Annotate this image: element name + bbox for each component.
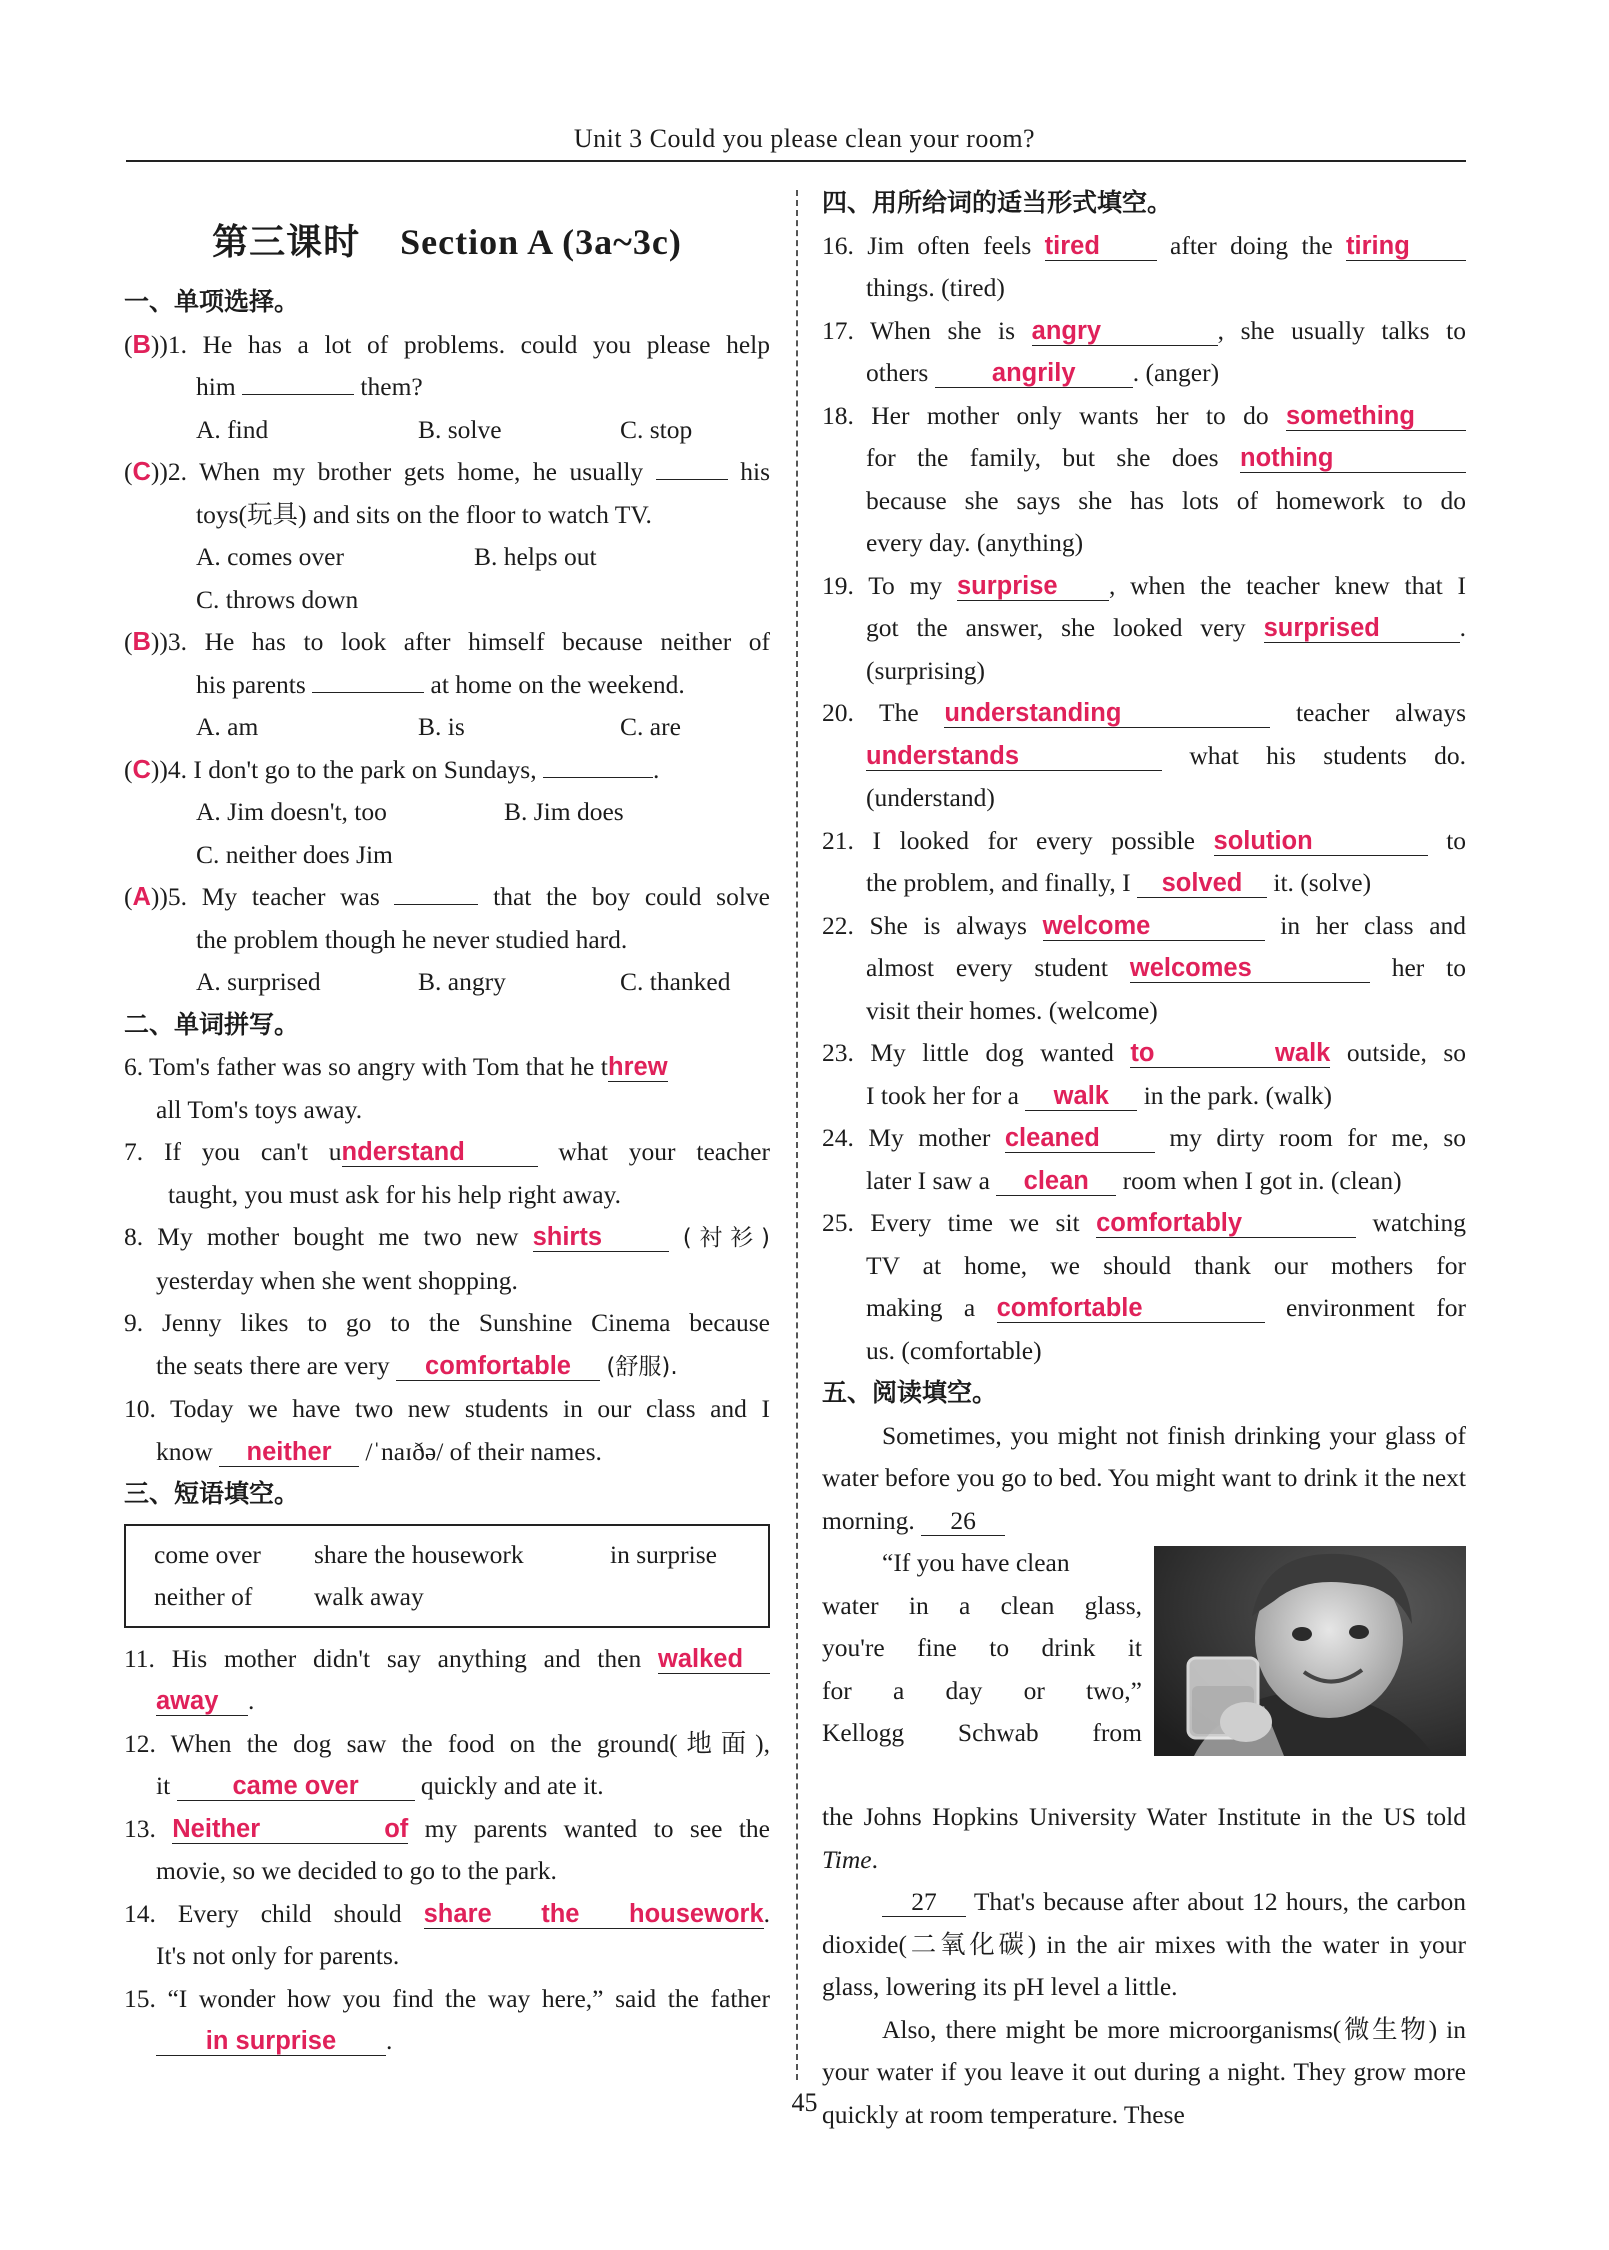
option-b[interactable]: B. angry [418, 967, 506, 996]
question-text: Jim often feels [867, 230, 1032, 260]
question-number: 9. [124, 1308, 144, 1337]
mc-question-1: (B))1. He has a lot of problems. could you please help [124, 329, 770, 359]
mc-options-4b [124, 834, 770, 877]
question-text: When my brother gets home, he usually [199, 457, 644, 486]
question-hint: (衬衫) [682, 1225, 771, 1251]
question-text: Today we have two new students in our class and I [170, 1394, 770, 1423]
option-a[interactable]: A. Jim doesn't, too [196, 797, 387, 826]
reading-paragraph-1 [822, 1415, 1466, 1543]
question-text: /ˈnaɪðə/ of their names. [365, 1436, 602, 1466]
phrase-item: neither of [154, 1581, 253, 1611]
form-question-17-line2 [822, 352, 1466, 395]
question-text: . [1459, 613, 1466, 642]
question-text: her to [1391, 953, 1466, 982]
form-question-25 [822, 1202, 1466, 1245]
question-number: 16. [822, 230, 854, 260]
mc-options-2b [124, 579, 770, 622]
option-b[interactable]: B. solve [418, 414, 502, 444]
phrase-item: in surprise [610, 1539, 717, 1569]
paragraph-text: That's because after about 12 hours, the carbon dioxide(二氧化碳) in the air mixes with the water in your glass, lowering its pH level a little. [822, 1887, 1467, 2001]
answer-blank[interactable]: understanding [944, 699, 1270, 728]
lesson-title-en: Section A (3a~3c) [400, 222, 682, 262]
answer-blank[interactable]: understands [866, 742, 1162, 771]
answer-blank[interactable] [394, 904, 478, 905]
option-a[interactable]: A. surprised [196, 967, 321, 996]
phrase-question-12-line2 [124, 1765, 770, 1808]
answer-blank[interactable]: solved [1137, 869, 1267, 898]
question-text: . [763, 1898, 770, 1928]
question-text: him [196, 372, 236, 401]
answer-blank[interactable]: solution [1214, 827, 1428, 856]
answer-blank[interactable]: angrily [935, 359, 1133, 388]
form-question-25-line4: us. (comfortable) [866, 1335, 1042, 1365]
phrase-question-11-line2 [124, 1680, 770, 1723]
page-number: 45 [791, 2088, 818, 2117]
answer-blank[interactable] [656, 479, 728, 480]
answer-blank[interactable]: comfortable [997, 1294, 1265, 1323]
form-question-20 [822, 692, 1466, 735]
mc-options-4 [124, 791, 770, 834]
reading-paragraph-2-rest [822, 1796, 1466, 1881]
spelling-question-10 [124, 1388, 770, 1431]
question-text: My little dog wanted [870, 1038, 1114, 1067]
mc-options-3 [124, 706, 770, 749]
answer-blank[interactable]: surprise [957, 572, 1109, 601]
answer-letter: B [132, 628, 151, 656]
question-text: my parents wanted to see the [424, 1813, 771, 1843]
phrase-question-14 [124, 1893, 770, 1936]
question-text: quickly and ate it. [420, 1771, 604, 1800]
answer-letter: C [132, 458, 151, 486]
reading-paragraph-4: Also, there might be more microorganisms(微生物) in your water if you leave it out during a night. They grow more quickly at room temperature. These [822, 2014, 1466, 2129]
question-text: Tom's father was so angry with Tom that he t [149, 1052, 608, 1081]
question-number: )3. [159, 627, 188, 656]
form-question-19-line3: (surprising) [866, 655, 985, 685]
question-text: To my [868, 570, 943, 600]
section-heading-4: 四、用所给词的适当形式填空。 [822, 188, 1173, 217]
question-text: what your teacher [558, 1137, 770, 1166]
phrase-item: walk away [314, 1581, 424, 1611]
reading-para2-line1: “If you have clean [882, 1548, 1070, 1577]
reading-paragraph-3 [822, 1881, 1466, 2009]
question-number: 6. [124, 1052, 144, 1081]
phrase-box [124, 1524, 770, 1628]
question-number: )1. [159, 329, 188, 359]
question-text: If you can't u [163, 1137, 342, 1166]
question-text: others [866, 358, 929, 387]
answer-blank[interactable]: welcome [1043, 912, 1265, 941]
question-text: My mother bought me two new [157, 1222, 519, 1251]
spelling-question-7-line2: taught, you must ask for his help right away. [168, 1179, 622, 1209]
question-text: “I wonder how you find the way here,” said the father [167, 1983, 770, 2013]
reading-blank-26[interactable]: 26 [921, 1507, 1005, 1536]
option-a[interactable]: A. comes over [196, 542, 344, 571]
question-text: I don't go to the park on Sundays, [193, 754, 537, 784]
question-text: My teacher was [201, 882, 380, 911]
question-number: 8. [124, 1222, 144, 1251]
answer-blank[interactable]: hrew [608, 1053, 668, 1081]
option-c[interactable]: C. throws down [196, 584, 359, 614]
question-number: 13. [124, 1813, 156, 1843]
magazine-name: Time [822, 1844, 872, 1874]
question-text: in the park. (walk) [1143, 1080, 1333, 1110]
form-question-25-line3 [822, 1287, 1466, 1330]
form-question-22 [822, 905, 1466, 948]
question-text: watching [1372, 1208, 1467, 1237]
question-text: . [652, 754, 660, 784]
mc-options-1 [124, 409, 770, 452]
phrase-box-row-2 [154, 1576, 740, 1618]
answer-letter: B [132, 330, 151, 359]
option-c[interactable]: C. thanked [620, 967, 731, 996]
answer-blank[interactable]: Neither of [172, 1814, 409, 1843]
question-number: 17. [822, 315, 854, 345]
option-b[interactable]: B. is [418, 712, 465, 741]
mc-question-2-line2: toys(玩具) and sits on the floor to watch TV. [196, 499, 652, 529]
question-text: that the boy could solve [493, 882, 771, 911]
answer-blank[interactable]: neither [219, 1438, 359, 1467]
question-text: my dirty room for me, so [1169, 1123, 1467, 1152]
phrase-question-15-line2 [124, 2020, 770, 2063]
phrase-question-11 [124, 1638, 770, 1681]
form-question-18-line2 [822, 437, 1466, 480]
question-text: When the dog saw the food on the ground(地面), [170, 1728, 771, 1758]
question-number: 7. [124, 1137, 144, 1166]
spelling-question-8-line2: yesterday when she went shopping. [156, 1265, 518, 1295]
reading-para2-line3: you're fine to drink it [822, 1633, 1142, 1662]
answer-blank[interactable]: came over [177, 1772, 415, 1801]
paragraph-text: Sometimes, you might not finish drinking your glass of water before you go to bed. You might want to drink it the next morning. [822, 1420, 1466, 1535]
question-text: at home on the weekend. [430, 669, 685, 699]
question-text: his parents [196, 669, 306, 699]
question-number: )2. [159, 457, 188, 486]
reading-para2-line4: for a day or two,” [822, 1675, 1142, 1705]
running-head: Unit 3 Could you please clean your room? [573, 124, 1036, 153]
option-a[interactable]: A. find [196, 414, 269, 444]
question-number: 15. [124, 1983, 156, 2013]
answer-blank[interactable]: comfortably [1096, 1209, 1356, 1238]
question-text: Every time we sit [870, 1208, 1080, 1237]
phrase-item: share the housework [314, 1539, 524, 1569]
question-text: . (anger) [1132, 358, 1220, 387]
question-text: , when the teacher knew that I [1108, 570, 1466, 600]
question-number: 20. [822, 698, 854, 727]
answer-blank[interactable] [543, 777, 653, 778]
answer-blank[interactable]: clean [996, 1167, 1116, 1196]
question-text: outside, so [1346, 1038, 1467, 1067]
column-divider [796, 190, 798, 2080]
question-text: the seats there are very [156, 1350, 390, 1380]
question-number: 10. [124, 1394, 156, 1423]
question-text: got the answer, she looked very [866, 613, 1246, 642]
lesson-title [124, 214, 770, 265]
question-text: . [248, 1686, 255, 1715]
question-number: 23. [822, 1038, 854, 1067]
section-heading-1: 一、单项选择。 [124, 287, 300, 316]
answer-blank[interactable]: cleaned [1005, 1124, 1155, 1153]
left-column [124, 176, 770, 2063]
question-text: his [740, 457, 771, 486]
question-text: environment for [1285, 1293, 1466, 1322]
child-photo-illustration [1154, 1546, 1466, 1756]
form-question-24-line2 [822, 1160, 1466, 1203]
option-b[interactable]: B. helps out [474, 542, 597, 571]
mc-question-2: (C))2. When my brother gets home, he usually his [124, 457, 771, 486]
question-text: in her class and [1280, 910, 1467, 940]
spelling-question-8 [124, 1216, 770, 1260]
mc-options-5 [124, 961, 770, 1004]
answer-blank[interactable]: away [156, 1687, 248, 1716]
question-text: teacher always [1295, 698, 1466, 727]
paragraph-text: the Johns Hopkins University Water Institute in the US told [822, 1802, 1466, 1831]
form-question-18 [822, 395, 1466, 438]
answer-blank[interactable]: angry [1032, 317, 1218, 346]
question-text: almost every student [866, 953, 1109, 982]
mc-options-2 [124, 536, 770, 579]
answer-letter: C [132, 755, 151, 784]
form-question-20-line3: (understand) [866, 783, 995, 812]
form-question-17 [822, 310, 1466, 353]
question-hint: (舒服). [606, 1353, 678, 1380]
question-text: I looked for every possible [872, 825, 1195, 855]
question-number: )5. [159, 882, 188, 911]
spelling-question-6-line2: all Tom's toys away. [156, 1094, 363, 1124]
answer-blank[interactable]: something [1286, 402, 1466, 431]
question-text: My mother [868, 1123, 991, 1152]
mc-question-4: (C))4. I don't go to the park on Sundays, . [124, 754, 660, 784]
answer-blank[interactable] [312, 692, 424, 693]
form-question-22-line3: visit their homes. (welcome) [866, 995, 1158, 1025]
spelling-question-9 [124, 1302, 770, 1345]
form-question-25-line2: TV at home, we should thank our mothers for [866, 1250, 1466, 1280]
question-number: )4. [159, 754, 188, 784]
form-question-21 [822, 820, 1466, 863]
phrase-question-15 [124, 1978, 770, 2021]
mc-question-5: (A))5. My teacher was that the boy could solve [124, 882, 771, 911]
answer-blank[interactable]: walk [1025, 1082, 1137, 1111]
answer-blank[interactable]: comfortable [396, 1352, 600, 1381]
form-question-20-line2 [822, 735, 1466, 778]
mc-question-3-line2 [124, 664, 770, 707]
question-text: When she is [870, 315, 1016, 345]
option-b[interactable]: B. Jim does [504, 797, 624, 826]
form-question-18-line3: because she says she has lots of homework to do [866, 485, 1466, 515]
form-question-24 [822, 1117, 1466, 1160]
phrase-question-12 [124, 1723, 770, 1766]
question-text: making a [866, 1293, 976, 1322]
form-question-19 [822, 565, 1466, 608]
answer-blank[interactable]: share the housework [423, 1899, 764, 1928]
reading-photo-block [822, 1542, 1466, 1774]
form-question-23-line2 [822, 1075, 1466, 1118]
option-c[interactable]: C. are [620, 712, 681, 741]
question-number: 12. [124, 1728, 156, 1758]
question-number: 19. [822, 570, 854, 600]
answer-blank[interactable]: nothing [1240, 444, 1466, 473]
phrase-question-14-line2: It's not only for parents. [156, 1941, 400, 1970]
option-a[interactable]: A. am [196, 712, 259, 741]
spelling-question-9-line2 [124, 1345, 770, 1389]
question-text: for the family, but she does [866, 443, 1219, 472]
right-column [822, 176, 1466, 2136]
question-number: 21. [822, 825, 854, 855]
child-drinking-water-photo [1154, 1546, 1466, 1756]
question-text: , she usually talks to [1217, 315, 1467, 345]
question-number: 11. [124, 1643, 155, 1673]
phrase-box-row-1 [154, 1534, 740, 1576]
question-text: room when I got in. (clean) [1122, 1165, 1402, 1195]
question-text: the problem, and finally, I [866, 868, 1131, 897]
phrase-question-13 [124, 1808, 770, 1851]
header-rule [126, 160, 1466, 162]
form-question-19-line2 [822, 607, 1466, 650]
question-number: 24. [822, 1123, 854, 1152]
question-text: His mother didn't say anything and then [171, 1643, 642, 1673]
question-text: Every child should [177, 1898, 402, 1928]
reading-para2-line5: Kellogg Schwab from [822, 1718, 1142, 1747]
answer-blank[interactable]: nderstand [342, 1138, 538, 1167]
answer-blank[interactable]: tiring [1346, 232, 1466, 261]
answer-blank[interactable] [242, 394, 354, 395]
question-text: Jenny likes to go to the Sunshine Cinema because [161, 1308, 771, 1337]
question-text: what his students do. [1189, 740, 1467, 770]
answer-blank[interactable]: in surprise [156, 2027, 386, 2056]
question-text: it [156, 1771, 171, 1800]
question-text: them? [360, 372, 423, 401]
question-text: to [1446, 825, 1467, 855]
option-c[interactable]: C. stop [620, 414, 693, 444]
question-number: 25. [822, 1208, 854, 1237]
question-text: She is always [869, 910, 1027, 940]
question-text: after doing the [1170, 230, 1333, 260]
section-heading-3: 三、短语填空。 [124, 1479, 300, 1508]
answer-blank[interactable]: to walk [1130, 1039, 1331, 1067]
question-text: . [386, 2026, 393, 2055]
spelling-question-7 [124, 1131, 770, 1174]
answer-blank[interactable]: walked [658, 1645, 770, 1674]
answer-blank[interactable]: surprised [1264, 614, 1460, 643]
question-text: I took her for a [866, 1080, 1019, 1110]
reading-blank-27[interactable]: 27 [882, 1888, 966, 1917]
question-text: He has to look after himself because neither of [204, 627, 771, 656]
form-question-23 [822, 1032, 1466, 1075]
form-question-16-line2: things. (tired) [866, 273, 1005, 302]
question-text: Her mother only wants her to do [871, 400, 1269, 430]
form-question-18-line4: every day. (anything) [866, 528, 1084, 557]
question-text: He has a lot of problems. could you please help [202, 329, 770, 359]
phrase-item: come over [154, 1539, 261, 1569]
question-number: 14. [124, 1898, 156, 1928]
answer-blank[interactable]: welcomes [1130, 954, 1370, 983]
question-text: it. (solve) [1273, 868, 1372, 897]
option-c[interactable]: C. neither does Jim [196, 839, 393, 869]
phrase-question-13-line2: movie, so we decided to go to the park. [156, 1856, 557, 1885]
question-number: 22. [822, 910, 854, 940]
section-heading-2: 二、单词拼写。 [124, 1009, 300, 1039]
question-text: know [156, 1436, 213, 1466]
answer-blank[interactable]: shirts [533, 1223, 669, 1252]
spelling-question-6 [124, 1046, 770, 1089]
question-number: 18. [822, 400, 854, 430]
answer-letter: A [132, 883, 151, 911]
lesson-title-cn: 第三课时 [212, 222, 361, 263]
question-text: later I saw a [866, 1165, 990, 1195]
form-question-22-line2 [822, 947, 1466, 990]
spelling-question-10-line2 [124, 1431, 770, 1474]
question-text: The [879, 698, 919, 727]
answer-blank[interactable]: tired [1045, 232, 1157, 261]
mc-question-1-line2 [124, 366, 770, 409]
mc-question-3: (B))3. He has to look after himself because neither of [124, 627, 771, 656]
mc-question-5-line2: the problem though he never studied hard. [196, 924, 628, 954]
section-heading-5: 五、阅读填空。 [822, 1378, 998, 1407]
reading-para2-line2: water in a clean glass, [822, 1590, 1142, 1620]
form-question-21-line2 [822, 862, 1466, 905]
form-question-16 [822, 225, 1466, 268]
paragraph-text: . [871, 1844, 878, 1874]
